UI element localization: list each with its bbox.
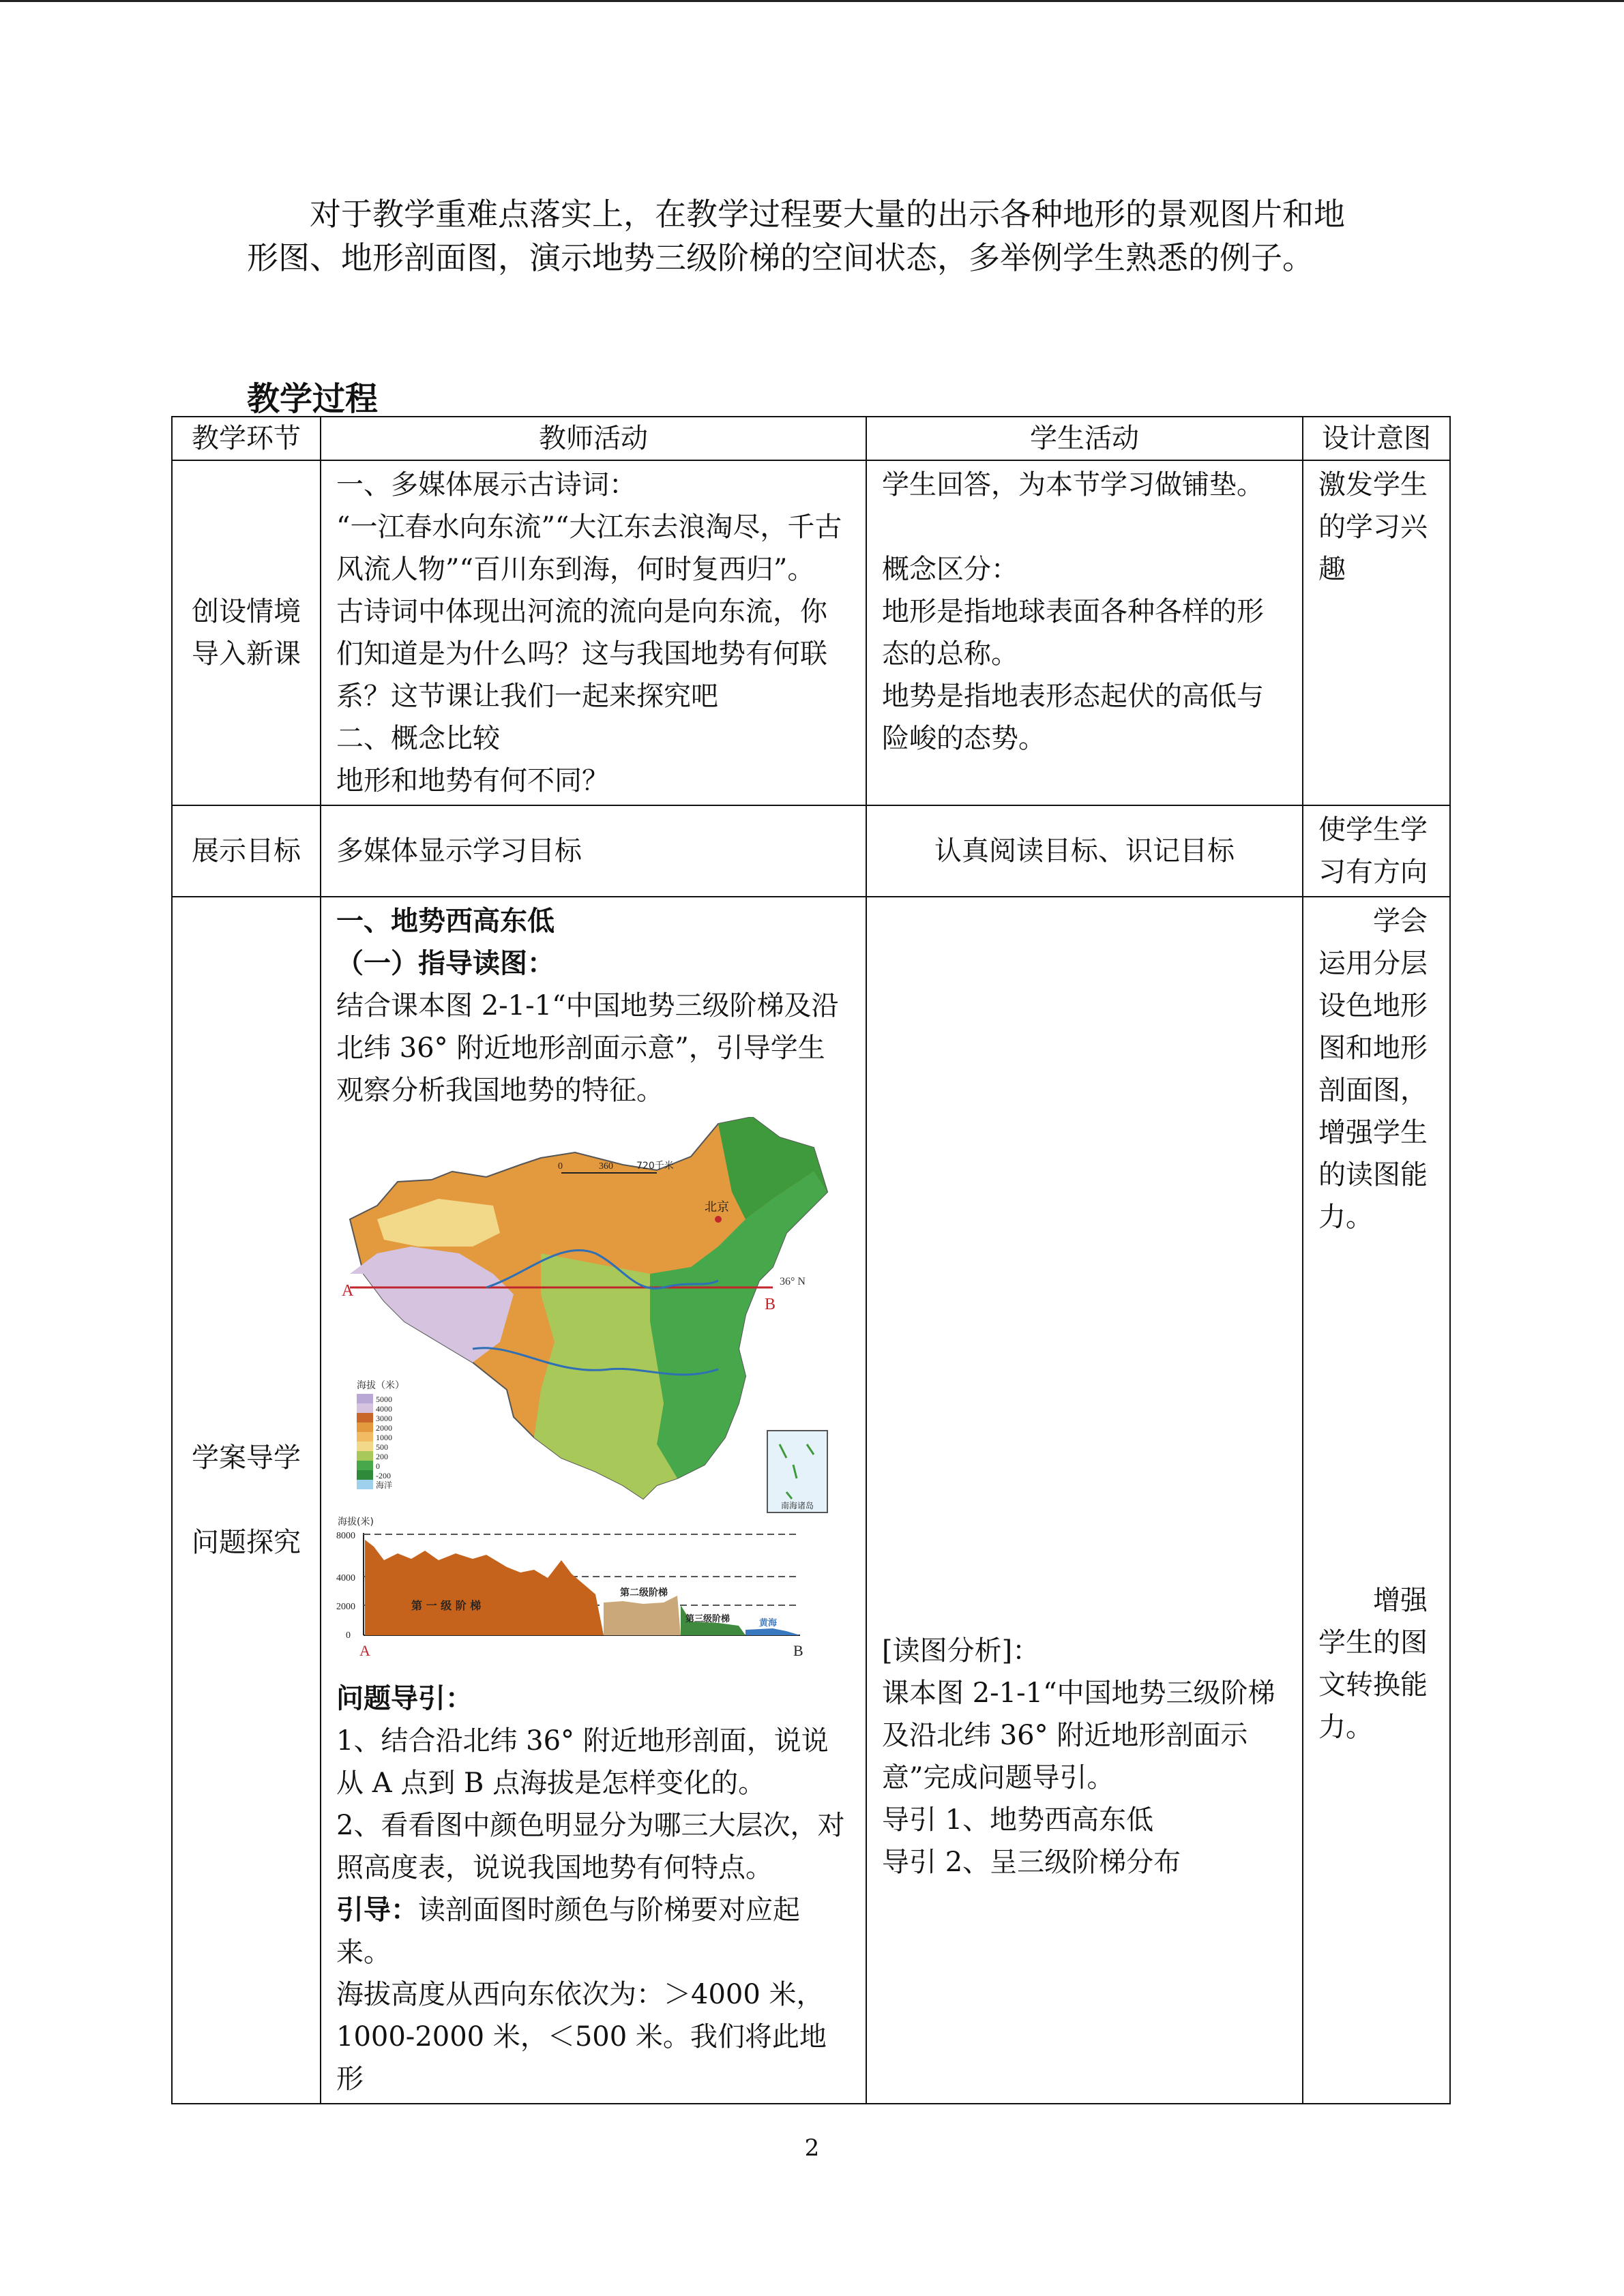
stage-line: 导入新课	[192, 638, 301, 670]
map-label-b: B	[765, 1296, 776, 1313]
teacher-line: 二、概念比较	[336, 723, 500, 754]
profile-step1: 第 一 级 阶 梯	[411, 1599, 482, 1612]
stage-line: 创设情境	[192, 596, 301, 627]
intent-cell: 使学生学习有方向	[1303, 805, 1450, 897]
table-row-goals	[172, 805, 1450, 897]
student-line: 课本图 2-1-1“中国地势三级阶梯及沿北纬 36° 附近地形剖面示意”完成问题导引。	[882, 1678, 1275, 1793]
blank-line	[882, 506, 1287, 548]
teacher-line: 地形和地势有何不同？	[336, 765, 609, 796]
student-line: 概念区分：	[882, 554, 1018, 585]
teacher-cell	[321, 897, 866, 2104]
teacher-line: 结合课本图 2-1-1“中国地势三级阶梯及沿北纬 36° 附近地形剖面示意”，引导学生观察分析我国地势的特征。	[336, 990, 839, 1106]
guide-heading: 问题导引：	[336, 1683, 473, 1714]
map-label-lat: 36° N	[780, 1276, 806, 1287]
terrain-profile	[336, 1516, 803, 1659]
legend-value: 200	[376, 1452, 388, 1461]
student-line: 导引 2、呈三级阶梯分布	[882, 1847, 1181, 1878]
step-one-area	[365, 1540, 604, 1635]
blank-line	[177, 1479, 316, 1521]
teacher-cell	[321, 460, 866, 805]
student-cell	[866, 460, 1303, 805]
student-line: 地形是指地球表面各种各样的形态的总称。	[882, 596, 1264, 670]
map-label-a: A	[342, 1282, 354, 1300]
profile-step2: 第二级阶梯	[620, 1587, 668, 1598]
stage-cell: 展示目标	[172, 805, 321, 897]
question-1: 1、结合沿北纬 36° 附近地形剖面，说说从 A 点到 B 点海拔是怎样变化的。	[336, 1725, 829, 1799]
beijing-marker	[715, 1216, 722, 1223]
intent-cell: 激发学生的学习兴趣	[1303, 460, 1450, 805]
student-cell	[866, 897, 1303, 2104]
profile-tick: 4000	[336, 1573, 355, 1583]
legend-value: -200	[376, 1471, 391, 1480]
student-line: 学生回答，为本节学习做铺垫。	[882, 469, 1264, 501]
profile-label-b: B	[793, 1642, 803, 1659]
sea-area	[745, 1628, 800, 1635]
teacher-heading: 一、地势西高东低	[336, 906, 555, 937]
legend-value: 4000	[376, 1404, 392, 1414]
legend-value: 3000	[376, 1414, 392, 1423]
scale-label-360: 360	[599, 1161, 613, 1172]
scale-label-0: 0	[558, 1161, 563, 1172]
map-label-beijing: 北京	[705, 1200, 729, 1214]
legend-value: 500	[376, 1442, 388, 1452]
step-two-area	[604, 1596, 681, 1635]
stage-cell	[172, 460, 321, 805]
inset-label: 南海诸岛	[781, 1501, 814, 1510]
student-line: 地势是指地表形态起伏的高低与险峻的态势。	[882, 681, 1264, 754]
scale-label-720: 720千米	[636, 1161, 674, 1172]
legend-title: 海拔（米）	[357, 1380, 404, 1391]
profile-tick: 2000	[336, 1602, 355, 1612]
legend-value: 0	[376, 1461, 380, 1471]
section-title: 教学过程	[247, 380, 379, 418]
page-number: 2	[804, 2134, 820, 2162]
intro-text: 对于教学重难点落实上，在教学过程要大量的出示各种地形的景观图片和地形图、地形剖面图，演示地势三级阶梯的空间状态，多举例学生熟悉的例子。	[247, 196, 1345, 276]
profile-ylabel: 海拔(米)	[338, 1517, 374, 1527]
profile-label-a: A	[359, 1642, 370, 1659]
student-line: 导引 1、地势西高东低	[882, 1804, 1154, 1836]
profile-step3: 第三级阶梯	[685, 1614, 730, 1624]
profile-tick: 8000	[336, 1531, 355, 1541]
lead-label: 引导：	[336, 1894, 418, 1926]
top-border-line	[0, 0, 1624, 2]
teacher-cell: 多媒体显示学习目标	[321, 805, 866, 897]
south-china-sea-inset	[767, 1431, 827, 1512]
teacher-line: 一、多媒体展示古诗词：	[336, 469, 636, 501]
profile-sea: 黄海	[759, 1618, 778, 1628]
profile-tick: 0	[346, 1630, 351, 1641]
legend-value: 1000	[376, 1433, 392, 1442]
intent-spacer	[1318, 1238, 1434, 1579]
question-2: 2、看看图中颜色明显分为哪三大层次，对照高度表，说说我国地势有何特点。	[336, 1810, 845, 1883]
stage-cell	[172, 897, 321, 2104]
lesson-process-table	[171, 416, 1451, 2104]
table-header-row	[172, 417, 1450, 460]
header-stage: 教学环节	[172, 417, 321, 460]
intent-text: 学会运用分层设色地形图和地形剖面图，增强学生的读图能力。	[1318, 906, 1428, 1233]
stage-line: 学案导学	[192, 1442, 301, 1474]
legend-value: 海洋	[376, 1480, 393, 1490]
lead-text: 读剖面图时颜色与阶梯要对应起来。	[336, 1894, 800, 1968]
intro-paragraph	[247, 192, 1372, 280]
china-terrain-map	[336, 1117, 848, 1678]
legend-value: 2000	[376, 1423, 392, 1433]
stage-line: 问题探究	[192, 1527, 301, 1558]
intent-cell	[1303, 897, 1450, 2104]
header-student: 学生活动	[866, 417, 1303, 460]
altitude-text: 海拔高度从西向东依次为：＞4000 米，1000-2000 米，＜500 米。我们将此地形	[336, 1979, 827, 2095]
student-cell: 认真阅读目标、识记目标	[866, 805, 1303, 897]
table-row-inquiry	[172, 897, 1450, 2104]
teacher-line: “一江春水向东流”“大江东去浪淘尽，千古风流人物”“百川东到海，何时复西归”。 古诗词中体现出河流的流向是向东流，你们知道是为什么吗？这与我国地势有何联系？这节课让我们一起来探究吧	[336, 511, 842, 712]
header-intent: 设计意图	[1303, 417, 1450, 460]
table-row-intro	[172, 460, 1450, 805]
teacher-subheading: （一）指导读图：	[336, 948, 555, 979]
elevation-legend	[357, 1380, 404, 1490]
legend-value: 5000	[376, 1395, 392, 1404]
student-spacer	[882, 900, 1287, 1630]
intent-text: 增强学生的图文转换能力。	[1318, 1585, 1428, 1743]
header-teacher: 教师活动	[321, 417, 866, 460]
china-terrain-map-figure	[336, 1117, 848, 1678]
student-heading: [读图分析]：	[882, 1635, 1040, 1667]
